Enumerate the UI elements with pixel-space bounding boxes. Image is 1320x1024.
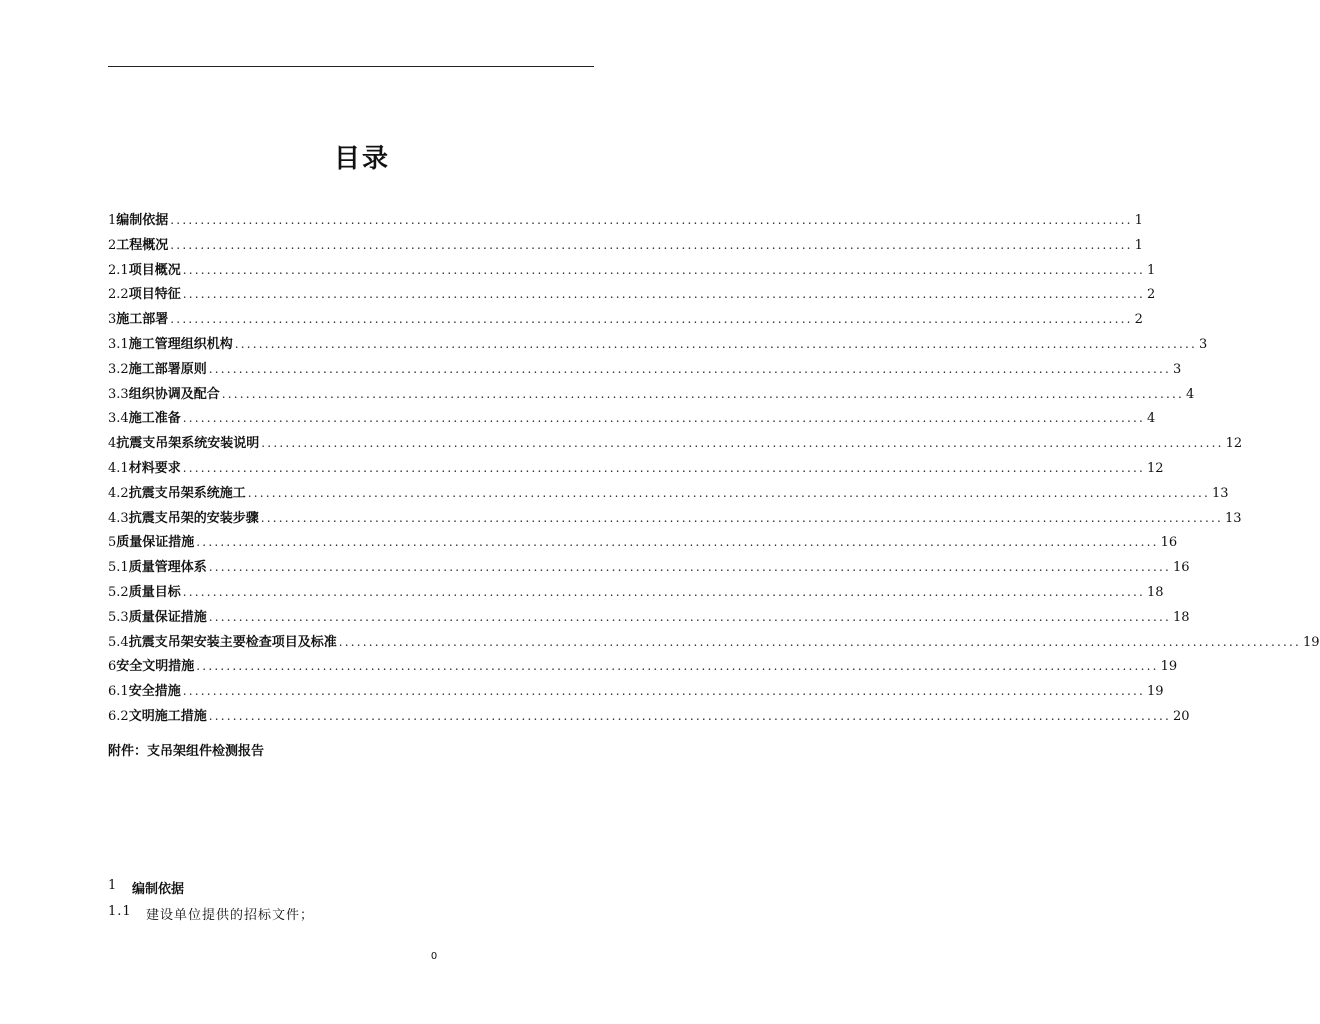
toc-entry-page: 3 [1199, 336, 1208, 352]
appendix-line: 附件：支吊架组件检测报告 [108, 744, 265, 759]
toc-dot-leader: ................................................................................................................................................................ [260, 510, 1224, 525]
section-heading [108, 878, 184, 897]
toc-entry-number: 3 [108, 312, 117, 328]
toc-dot-leader: ................................................................................................................................................................ [261, 436, 1224, 451]
page-title: 目录 [333, 144, 390, 174]
table-of-contents [108, 209, 1320, 730]
toc-entry-number: 2.2 [108, 287, 129, 303]
toc-dot-leader: ................................................................................................................................................................ [234, 336, 1198, 351]
toc-dot-leader: ................................................................................................................................................................ [208, 560, 1172, 575]
toc-entry[interactable] [108, 234, 1143, 259]
toc-entry-page: 16 [1160, 535, 1178, 551]
toc-entry-title: 施工部署 [116, 312, 169, 328]
toc-entry-number: 5 [108, 535, 117, 551]
toc-entry-page: 1 [1134, 237, 1143, 253]
toc-dot-leader: ................................................................................................................................................................ [247, 485, 1211, 500]
toc-entry[interactable] [108, 283, 1156, 308]
toc-entry-page: 19 [1147, 684, 1164, 700]
toc-entry-title: 安全措施 [128, 684, 181, 700]
subsection-number: 1.1 [108, 904, 132, 919]
toc-dot-leader: ................................................................................................................................................................ [170, 312, 1133, 327]
toc-entry-number: 3.2 [108, 361, 129, 377]
toc-entry-title: 组织协调及配合 [128, 386, 220, 402]
toc-entry[interactable] [108, 209, 1143, 234]
toc-dot-leader: ................................................................................................................................................................ [196, 535, 1159, 550]
toc-entry-page: 1 [1134, 213, 1143, 228]
subsection-heading [108, 904, 314, 923]
toc-entry[interactable] [108, 482, 1229, 507]
toc-entry-title: 项目特征 [128, 287, 181, 303]
toc-entry[interactable] [108, 581, 1164, 606]
toc-dot-leader: ................................................................................................................................................................ [338, 634, 1302, 649]
toc-entry[interactable] [108, 383, 1195, 408]
toc-entry-number: 2.1 [108, 262, 129, 278]
toc-entry-title: 文明施工措施 [128, 708, 207, 724]
toc-dot-leader: ................................................................................................................................................................ [182, 262, 1146, 277]
toc-entry[interactable] [108, 308, 1143, 333]
toc-dot-leader: ................................................................................................................................................................ [170, 237, 1133, 252]
toc-dot-leader: ................................................................................................................................................................ [196, 659, 1159, 674]
toc-entry-title: 抗震支吊架系统施工 [128, 485, 246, 501]
toc-entry-page: 18 [1173, 609, 1190, 625]
toc-entry[interactable] [108, 358, 1182, 383]
toc-entry-page: 19 [1303, 634, 1320, 650]
toc-entry-page: 16 [1173, 560, 1190, 576]
toc-entry-number: 6.1 [108, 684, 129, 700]
toc-entry-number: 6.2 [108, 708, 129, 724]
toc-entry-number: 5.2 [108, 584, 129, 600]
toc-entry[interactable] [108, 606, 1190, 631]
toc-entry-number: 3.4 [108, 411, 129, 427]
toc-entry-title: 质量保证措施 [116, 535, 195, 551]
toc-entry-title: 抗震支吊架的安装步骤 [128, 510, 259, 526]
subsection-text: 建设单位提供的招标文件； [146, 908, 315, 923]
toc-entry-number: 5.1 [108, 560, 129, 576]
toc-dot-leader: ................................................................................................................................................................ [208, 609, 1172, 624]
toc-entry-title: 质量目标 [128, 584, 181, 600]
toc-entry[interactable] [108, 259, 1156, 284]
toc-entry-number: 4.1 [108, 460, 129, 476]
toc-entry-page: 1 [1147, 262, 1156, 278]
toc-entry[interactable] [108, 333, 1208, 358]
toc-entry[interactable] [108, 680, 1164, 705]
toc-entry-title: 施工管理组织机构 [128, 336, 233, 352]
toc-dot-leader: ................................................................................................................................................................ [170, 213, 1133, 227]
toc-entry-number: 5.3 [108, 609, 129, 625]
toc-entry-page: 13 [1212, 485, 1229, 501]
toc-entry-title: 抗震支吊架安装主要检查项目及标准 [128, 634, 337, 650]
toc-entry-page: 4 [1186, 386, 1195, 402]
toc-dot-leader: ................................................................................................................................................................ [182, 684, 1146, 699]
toc-entry-number: 4.3 [108, 510, 129, 526]
toc-entry-title: 施工部署原则 [128, 361, 207, 377]
toc-entry-title: 编制依据 [116, 213, 169, 228]
toc-entry-title: 抗震支吊架系统安装说明 [116, 436, 260, 452]
toc-entry[interactable] [108, 432, 1243, 457]
header-rule [108, 66, 594, 67]
toc-dot-leader: ................................................................................................................................................................ [182, 287, 1146, 302]
toc-dot-leader: ................................................................................................................................................................ [182, 460, 1146, 475]
toc-entry-page: 12 [1225, 436, 1243, 452]
toc-dot-leader: ................................................................................................................................................................ [182, 411, 1146, 426]
toc-entry-number: 4.2 [108, 485, 129, 501]
toc-entry[interactable] [108, 407, 1156, 432]
toc-entry-page: 13 [1225, 510, 1242, 526]
toc-entry[interactable] [108, 507, 1242, 532]
toc-dot-leader: ................................................................................................................................................................ [208, 361, 1172, 376]
toc-entry-title: 质量管理体系 [128, 560, 207, 576]
toc-entry[interactable] [108, 457, 1164, 482]
toc-entry-number: 3.1 [108, 336, 129, 352]
toc-dot-leader: ................................................................................................................................................................ [208, 708, 1172, 723]
toc-dot-leader: ................................................................................................................................................................ [221, 386, 1185, 401]
toc-dot-leader: ................................................................................................................................................................ [182, 584, 1146, 599]
toc-entry-page: 19 [1160, 659, 1178, 675]
toc-entry[interactable] [108, 631, 1320, 656]
toc-entry-number: 4 [108, 436, 117, 452]
toc-entry-page: 12 [1147, 460, 1164, 476]
toc-entry-title: 施工准备 [128, 411, 181, 427]
toc-entry-number: 6 [108, 659, 117, 675]
toc-entry-title: 质量保证措施 [128, 609, 207, 625]
toc-entry-title: 项目概况 [128, 262, 181, 278]
toc-entry-number: 2 [108, 237, 117, 253]
toc-entry-page: 2 [1147, 287, 1156, 303]
toc-entry-number: 3.3 [108, 386, 129, 402]
toc-entry[interactable] [108, 556, 1190, 581]
toc-entry-page: 4 [1147, 411, 1156, 427]
section-title: 编制依据 [132, 882, 185, 897]
toc-entry-title: 工程概况 [116, 237, 169, 253]
toc-entry[interactable] [108, 705, 1190, 730]
toc-entry-title: 安全文明措施 [116, 659, 195, 675]
toc-entry-page: 3 [1173, 361, 1182, 377]
section-number: 1 [108, 878, 117, 893]
page-number: 0 [430, 951, 438, 962]
toc-entry-page: 18 [1147, 584, 1164, 600]
toc-entry[interactable] [108, 531, 1178, 556]
toc-entry[interactable] [108, 655, 1178, 680]
toc-entry-number: 1 [108, 213, 117, 228]
toc-entry-page: 20 [1173, 708, 1190, 724]
toc-entry-number: 5.4 [108, 634, 129, 650]
toc-entry-page: 2 [1134, 312, 1143, 328]
toc-entry-title: 材料要求 [128, 460, 181, 476]
